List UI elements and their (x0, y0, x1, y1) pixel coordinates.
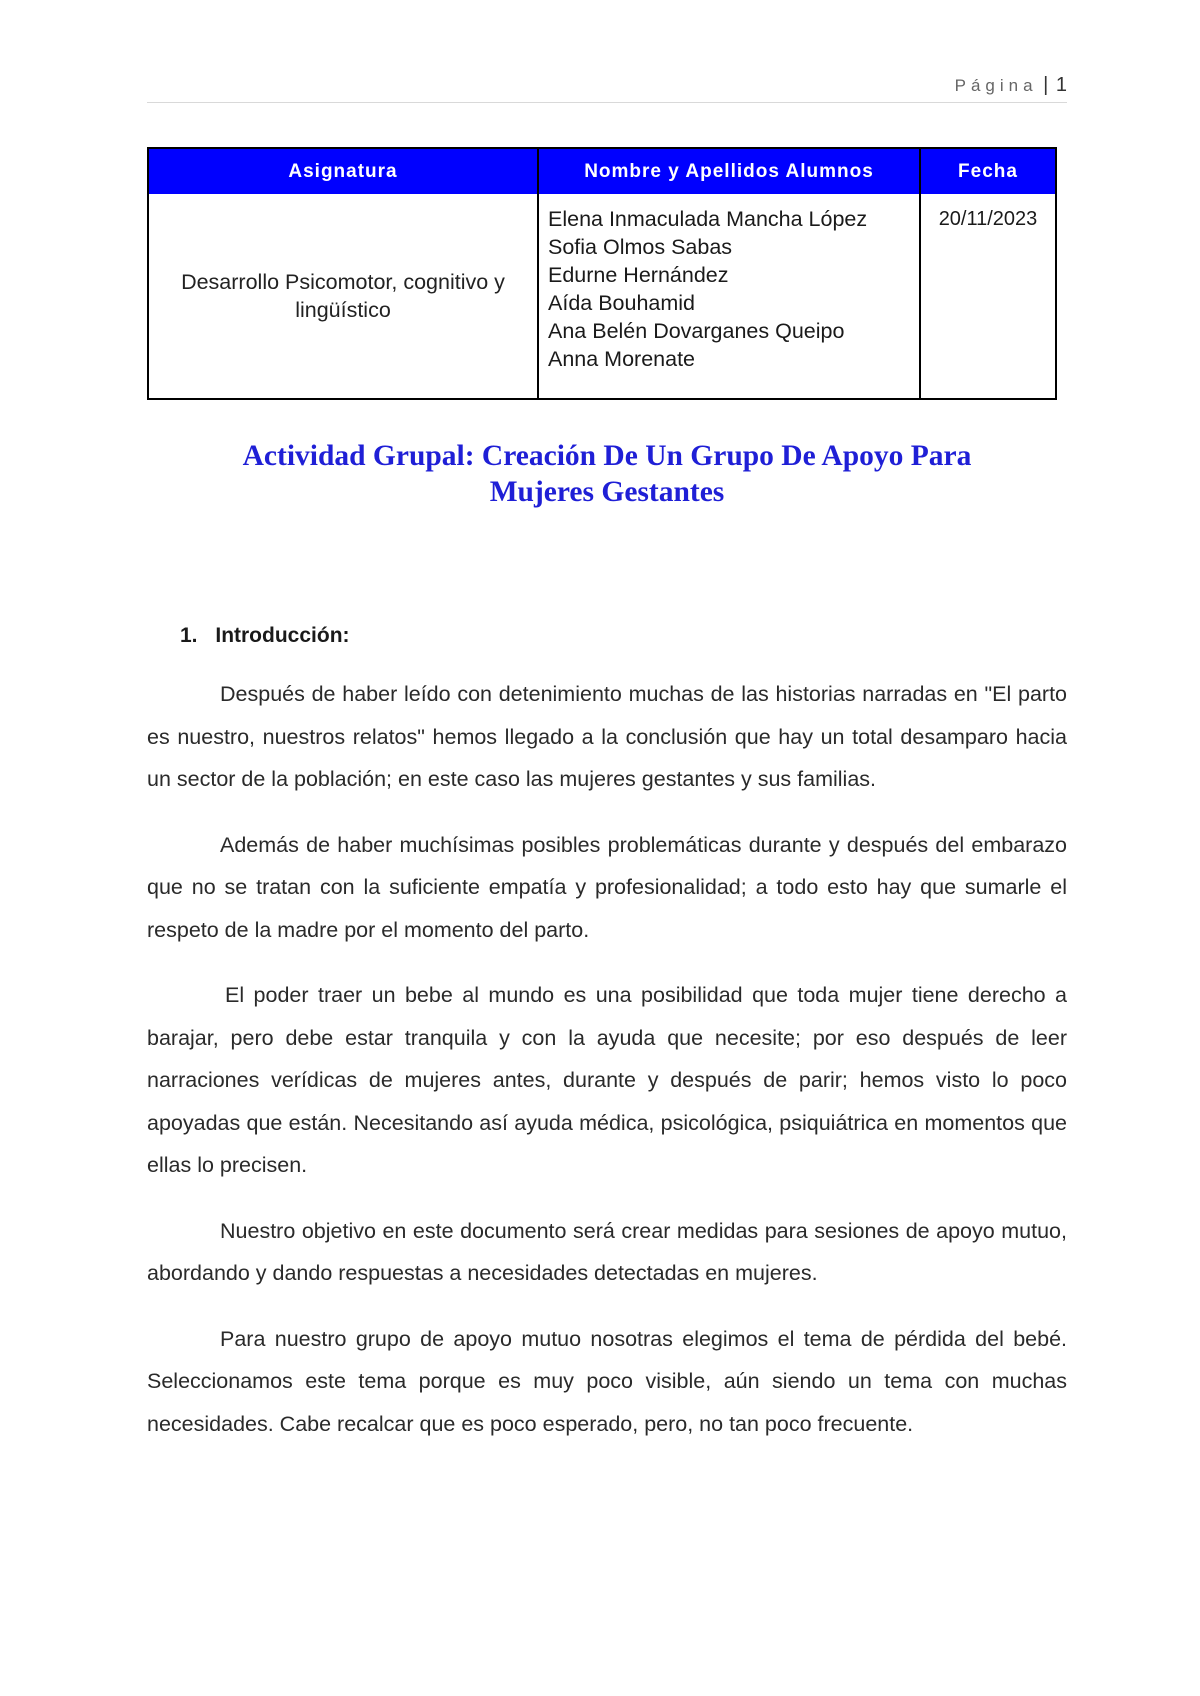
student-name: Aída Bouhamid (548, 291, 696, 315)
page-number (955, 74, 1067, 97)
paragraph: Para nuestro grupo de apoyo mutuo nosotras elegimos el tema de pérdida del bebé. Seleccionamos este tema porque es muy poco visible, aún siendo un tema con muchas necesidades. Cabe recalcar que es poco esperado, pero, no tan poco frecuente. (147, 1326, 1067, 1436)
date-cell: 20/11/2023 (920, 194, 1056, 399)
student-name: Anna Morenate (548, 347, 696, 371)
info-table-row (148, 194, 1056, 399)
section-title: Introducción: (215, 624, 350, 647)
section-heading (180, 624, 350, 648)
document-body (147, 673, 1067, 1468)
subject-cell: Desarrollo Psicomotor, cognitivo y lingüístico (148, 194, 538, 399)
separator: | (1043, 74, 1049, 96)
page-label: Página (954, 76, 1038, 95)
title-line-2: Mujeres Gestantes (489, 476, 725, 508)
paragraph: Además de haber muchísimas posibles problemáticas durante y después del embarazo que no se tratan con la suficiente empatía y profesionalidad; a todo esto hay que sumarle el respeto de la madre por el momento del parto. (147, 832, 1067, 942)
student-name: Sofia Olmos Sabas (548, 235, 733, 259)
students-cell (538, 194, 920, 399)
page-header (147, 72, 1067, 103)
info-table (147, 147, 1057, 400)
page-number-value: 1 (1055, 74, 1067, 96)
header-students: Nombre y Apellidos Alumnos (538, 148, 920, 194)
student-name: Edurne Hernández (548, 263, 729, 287)
paragraph: Nuestro objetivo en este documento será crear medidas para sesiones de apoyo mutuo, abordando y dando respuestas a necesidades detectadas en mujeres. (147, 1218, 1067, 1285)
header-date: Fecha (920, 148, 1056, 194)
document-title (147, 438, 1067, 510)
section-number: 1. (180, 624, 198, 647)
paragraph: Después de haber leído con detenimiento muchas de las historias narradas en "El parto es nuestro, nuestros relatos" hemos llegado a la conclusión que hay un total desamparo hacia un sector de la población; en este caso las mujeres gestantes y sus familias. (147, 682, 1067, 791)
student-name: Ana Belén Dovarganes Queipo (548, 319, 845, 343)
header-subject: Asignatura (148, 148, 538, 194)
title-line-1: Actividad Grupal: Creación De Un Grupo De Apoyo Para (242, 440, 972, 472)
paragraph: El poder traer un bebe al mundo es una posibilidad que toda mujer tiene derecho a barajar, pero debe estar tranquila y con la ayuda que necesite; por eso después de leer narraciones verídicas de mujeres antes, durante y después de parir; hemos visto lo poco apoyadas que están. Necesitando así ayuda médica, psicológica, psiquiátrica en momentos que ellas lo precisen. (147, 983, 1067, 1177)
student-name: Elena Inmaculada Mancha López (548, 207, 868, 231)
info-table-header-row (148, 148, 1056, 194)
